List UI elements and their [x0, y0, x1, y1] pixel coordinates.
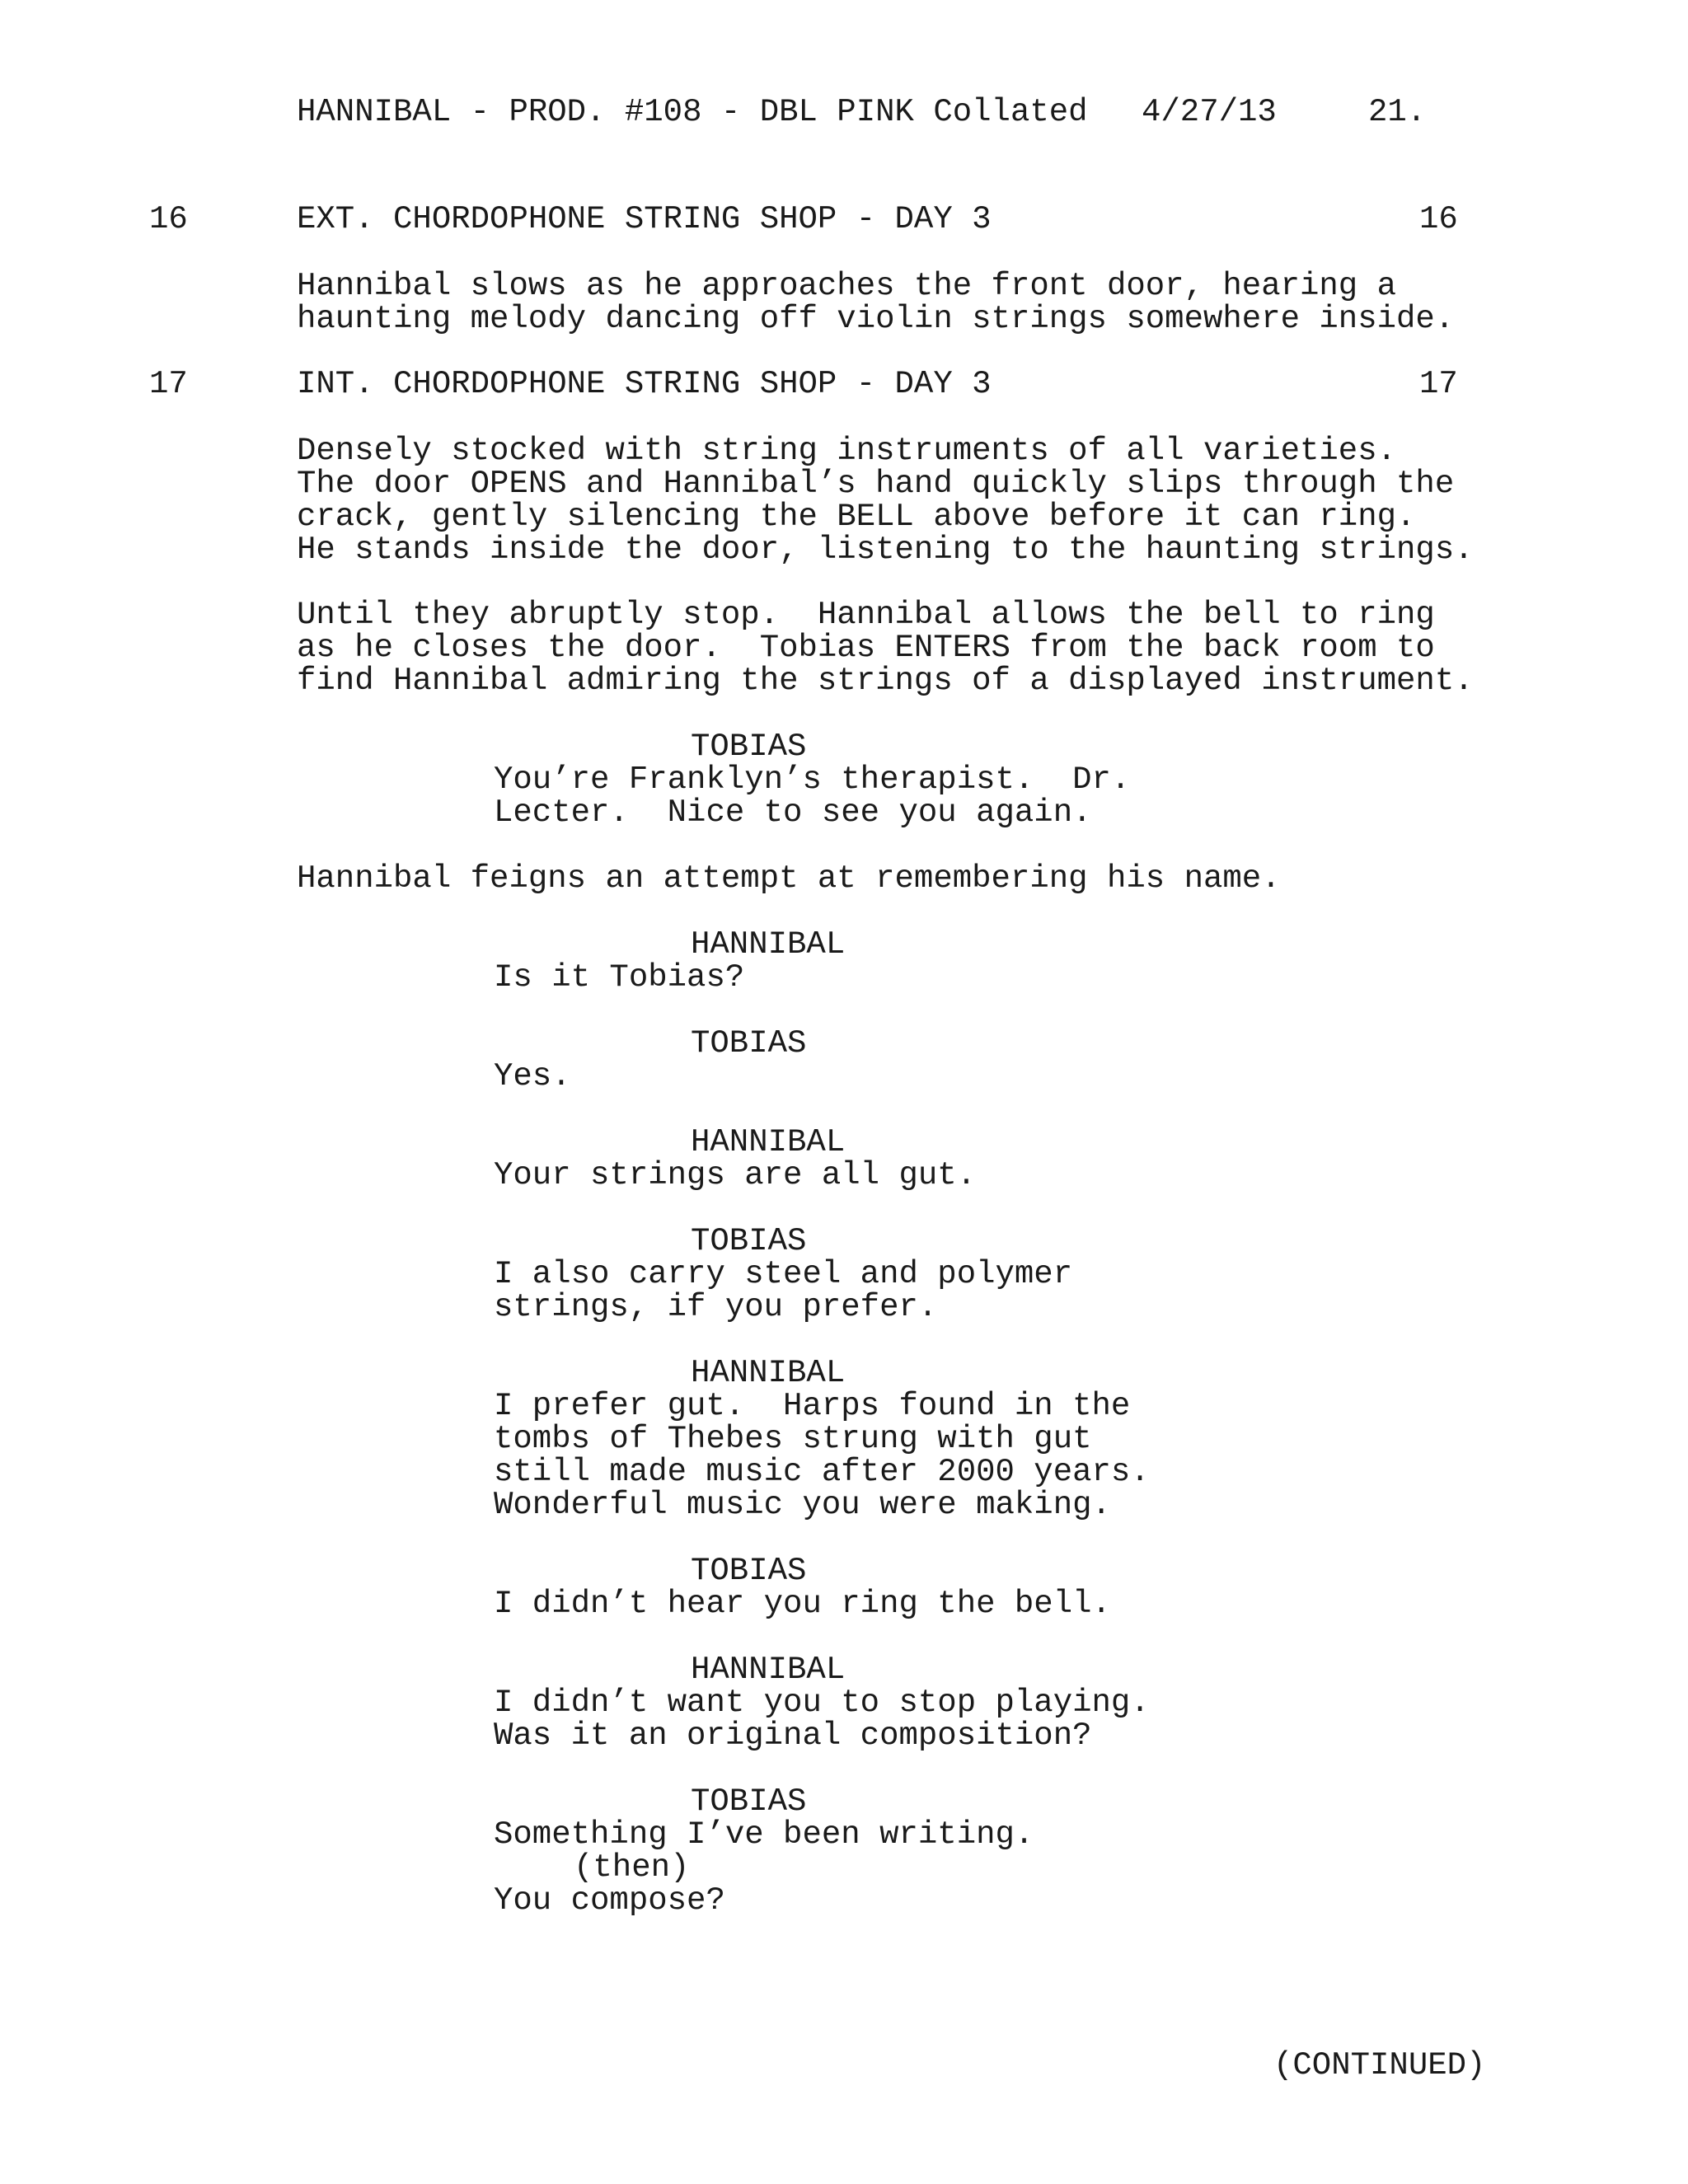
character-cue: TOBIAS: [691, 1783, 807, 1820]
character-cue: HANNIBAL: [691, 1355, 846, 1391]
scene-heading: INT. CHORDOPHONE STRING SHOP - DAY 3: [297, 366, 992, 402]
character-cue: TOBIAS: [691, 729, 807, 765]
character-cue: TOBIAS: [691, 1223, 807, 1259]
continued-marker: (CONTINUED): [1273, 2047, 1486, 2083]
character-cue: HANNIBAL: [691, 926, 846, 963]
dialogue-lines: You compose?: [494, 1882, 725, 1919]
page-header-title: HANNIBAL - PROD. #108 - DBL PINK Collated: [297, 94, 1088, 130]
dialogue-lines: You’re Franklyn’s therapist. Dr. Lecter. Nice to see you again.: [494, 762, 1131, 831]
dialogue-lines: Is it Tobias?: [494, 959, 745, 996]
scene-number-left: 16: [149, 201, 188, 237]
action-paragraph: Hannibal feigns an attempt at remembering his name.: [297, 860, 1281, 897]
dialogue-lines: Your strings are all gut.: [494, 1157, 977, 1193]
page-number: 21.: [1368, 94, 1427, 130]
page-header-date: 4/27/13: [1142, 94, 1277, 130]
scene-number-left: 17: [149, 366, 188, 402]
dialogue-lines: Something I’ve been writing.: [494, 1816, 1034, 1853]
dialogue-lines: I didn’t want you to stop playing. Was it an original composition?: [494, 1685, 1150, 1754]
scene-number-right: 16: [1419, 201, 1458, 237]
character-cue: HANNIBAL: [691, 1124, 846, 1160]
dialogue-lines: I prefer gut. Harps found in the tombs of Thebes strung with gut still made music after 2000 years. Wonderful music you were making.: [494, 1388, 1150, 1523]
character-cue: HANNIBAL: [691, 1652, 846, 1688]
character-cue: TOBIAS: [691, 1025, 807, 1062]
action-paragraph: Densely stocked with string instruments of all varieties. The door OPENS and Hannibal’s hand quickly slips through the crack, gently silencing the BELL above before it can ring. He stands inside the door, listening to the haunting strings.: [297, 433, 1474, 568]
scene-number-right: 17: [1419, 366, 1458, 402]
scene-heading: EXT. CHORDOPHONE STRING SHOP - DAY 3: [297, 201, 992, 237]
dialogue-lines: I didn’t hear you ring the bell.: [494, 1586, 1111, 1622]
dialogue-lines: Yes.: [494, 1058, 571, 1094]
action-paragraph: Hannibal slows as he approaches the front door, hearing a haunting melody dancing off violin strings somewhere inside.: [297, 268, 1455, 337]
parenthetical: (then): [574, 1849, 690, 1886]
action-paragraph: Until they abruptly stop. Hannibal allows the bell to ring as he closes the door. Tobias ENTERS from the back room to find Hannibal admiring the strings of a displayed instrument.: [297, 597, 1474, 699]
character-cue: TOBIAS: [691, 1553, 807, 1589]
dialogue-lines: I also carry steel and polymer strings, if you prefer.: [494, 1256, 1073, 1325]
